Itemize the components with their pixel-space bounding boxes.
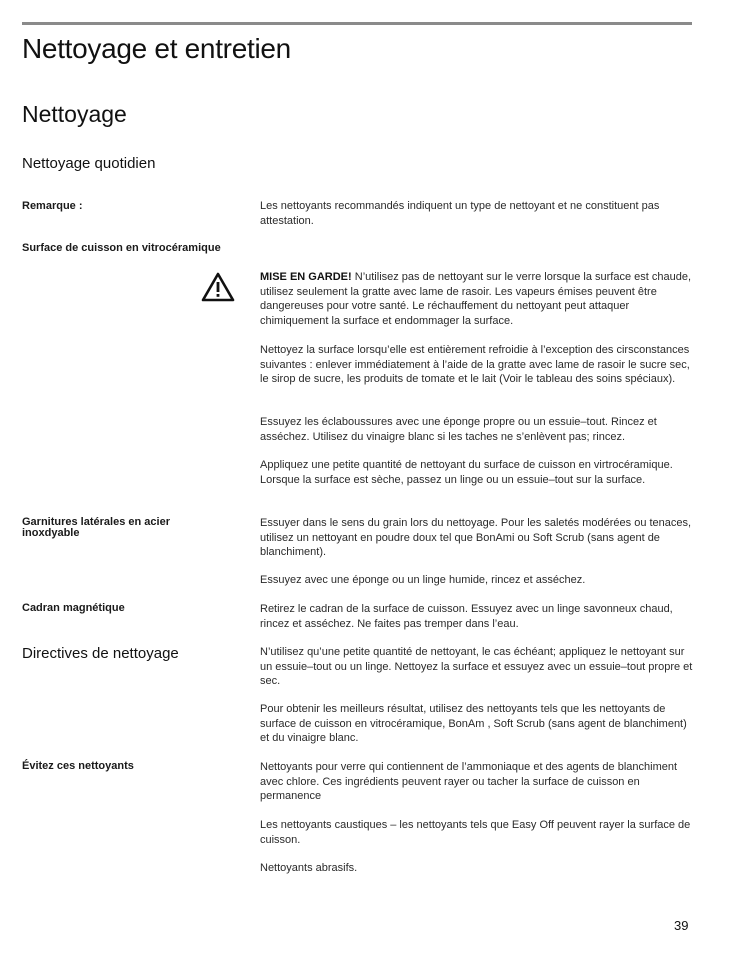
text-appliquez: Appliquez une petite quantité de nettoyant du surface de cuisson en virtrocéramique. Lorsque la surface est sèche, passez un linge ou un essuie–tout sur la surface. (260, 459, 673, 486)
label-remarque: Remarque : (22, 200, 83, 212)
warning-label: MISE EN GARDE! (260, 271, 352, 283)
subsection-heading-daily: Nettoyage quotidien (22, 155, 156, 172)
text-evitez-1: Nettoyants pour verre qui contiennent de l’ammoniaque et des agents de blanchiment avec chlore. Ces ingrédients peuvent rayer ou tacher la surface de cuisson en permanence (260, 761, 678, 803)
page-title: Nettoyage et entretien (22, 33, 291, 64)
text-cadran: Retirez le cadran de la surface de cuisson. Essuyez avec un linge savonneux chaud, rincez et asséchez. Ne faites pas tremper dans l’eau. (260, 603, 673, 630)
text-evitez-2: Les nettoyants caustiques – les nettoyants tels que Easy Off peuvent rayer la surface de cuisson. (260, 819, 691, 846)
text-directives-2: Pour obtenir les meilleurs résultat, utilisez des nettoyants tels que les nettoyants de surface de cuisson en vitrocéramique, BonAm , Soft Scrub (sans agent de blanchiment) et du vinaigre blanc. (260, 703, 687, 745)
text-eponge: Essuyez avec une éponge ou un linge humide, rincez et asséchez. (260, 574, 586, 586)
label-surface: Surface de cuisson en vitrocéramique (22, 242, 221, 254)
page-number: 39 (674, 918, 689, 933)
text-warning (260, 270, 696, 328)
warning-triangle-icon (201, 272, 235, 302)
text-directives-1: N’utilisez qu’une petite quantité de nettoyant, le cas échéant; appliquez le nettoyant sur un essuie–tout ou un linge. Nettoyez la surface et essuyez avec un essuie–tout propre et sec. (260, 646, 693, 688)
text-refroidie: Nettoyez la surface lorsqu’elle est entièrement refroidie à l’exception des cirsconstances suivantes : enlever immédiatement à l’aide de la gratte avec lame de rasoir le sucre sec, le sirop de sucre, les produits de tomate et le lait (Voir le tableau des soins spéciaux). (260, 344, 690, 386)
subsection-heading-directives: Directives de nettoyage (22, 645, 179, 662)
label-cadran: Cadran magnétique (22, 602, 125, 614)
text-eclaboussures: Essuyez les éclaboussures avec une éponge propre ou un essuie–tout. Rincez et asséchez. Utilisez du vinaigre blanc si les taches ne s’enlèvent pas; rincez. (260, 416, 657, 443)
text-remarque: Les nettoyants recommandés indiquent un type de nettoyant et ne constituent pas attestation. (260, 200, 660, 227)
warning-body: N’utilisez pas de nettoyant sur le verre lorsque la surface est chaude, utilisez seulement la gratte avec lame de rasoir. Les vapeurs émises peuvent être dangereuses pour votre santé. Le réchauffement du nettoyant peut attaquer chimiquement la surface et endommager la surface. (260, 271, 692, 327)
section-heading: Nettoyage (22, 101, 127, 127)
label-garnitures: Garnitures latérales en acier inoxdyable (22, 516, 170, 539)
top-rule (22, 22, 692, 25)
label-evitez: Évitez ces nettoyants (22, 760, 134, 772)
text-evitez-3: Nettoyants abrasifs. (260, 862, 358, 874)
text-grain: Essuyer dans le sens du grain lors du nettoyage. Pour les saletés modérées ou tenaces, utilisez un nettoyant en poudre doux tel que BonAmi ou Soft Scrub (sans agent de blanchiment). (260, 517, 692, 559)
